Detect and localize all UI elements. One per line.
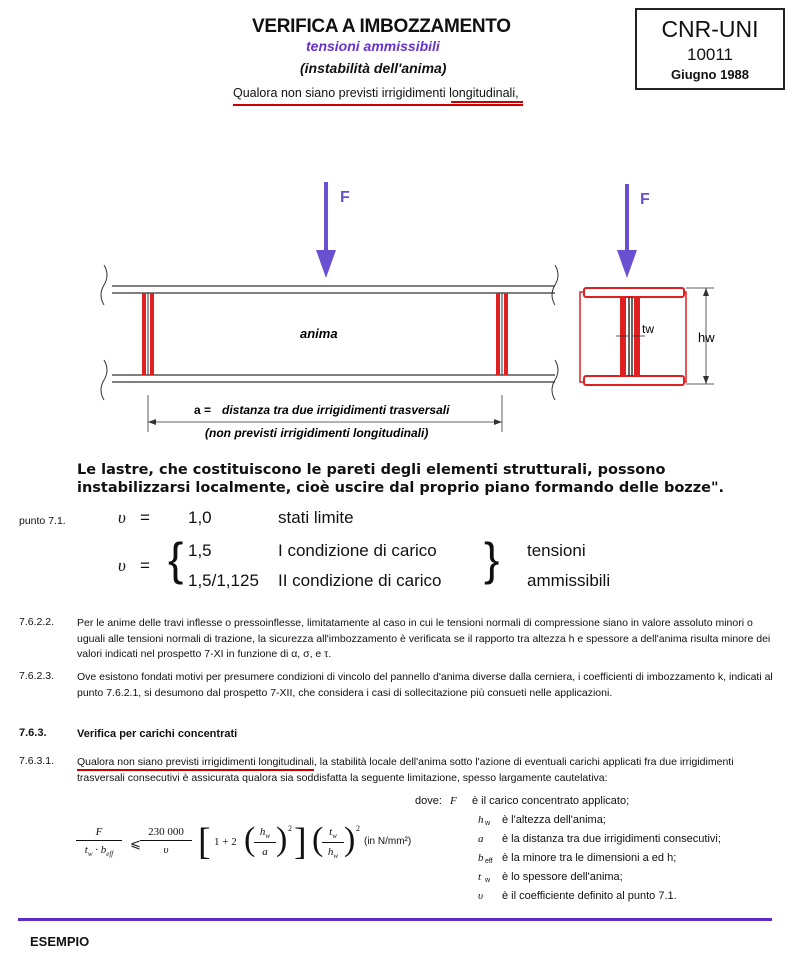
tw-label: tw <box>642 322 654 336</box>
def-text: è il coefficiente definito al punto 7.1. <box>502 890 677 902</box>
paren-close-icon: ) <box>276 821 288 858</box>
beam-diagram <box>0 170 788 460</box>
cond2-value: 1,5/1,125 <box>188 571 259 590</box>
def-symbol: a <box>478 833 484 845</box>
left-brace-icon: { <box>168 533 184 585</box>
intro-line-2: instabilizzarsi localmente, cioè uscire dal proprio piano formando delle bozze". <box>77 480 725 496</box>
right-brace-icon: } <box>484 533 500 585</box>
page-title: VERIFICA A IMBOZZAMENTO <box>252 16 511 37</box>
def-text: è la distanza tra due irrigidimenti consecutivi; <box>502 833 721 845</box>
section-num-7631: 7.6.3.1. <box>19 755 55 767</box>
standard-box <box>635 8 785 90</box>
paren-open-icon: ( <box>244 821 256 858</box>
nu-equals-2: = <box>140 556 150 575</box>
def-symbol: b <box>478 852 484 864</box>
def-text: è lo spessore dell'anima; <box>502 871 623 883</box>
force-arrow-icon-2 <box>617 184 637 278</box>
nu-right-1: tensioni <box>527 541 586 560</box>
cond2-text: II condizione di carico <box>278 571 442 590</box>
formula-tw-2: t <box>329 826 333 838</box>
formula-exp-2: 2 <box>356 824 360 833</box>
formula-a: a <box>254 842 276 858</box>
page-subtitle-2: (instabilità dell'anima) <box>300 60 447 76</box>
def-text: è il carico concentrato applicato; <box>472 795 630 807</box>
formula-one-plus-two: 1 + 2 <box>214 836 237 848</box>
section-7631-rest: , la stabilità locale dell'anima sotto l'azione di eventuali carichi applicati fra due irrigidimenti trasversali consecutivi è assicurata qualora sia soddisfatta la seguente limitazione, spesso largamente cautelativa: <box>77 756 734 784</box>
definition-item <box>450 795 780 814</box>
intro-paragraph <box>77 461 724 497</box>
formula-dot: · <box>95 844 98 856</box>
nu-limit-text: stati limite <box>278 508 354 527</box>
definition-item <box>450 852 780 871</box>
web-label: anima <box>300 326 338 341</box>
formula-exp-1: 2 <box>288 824 292 833</box>
section-7631-underlined: Qualora non siano previsti irrigidimenti longitudinali <box>77 756 314 771</box>
definition-item <box>450 833 780 852</box>
nu-symbol-2: υ <box>118 556 126 575</box>
formula-tw-2-sub: w <box>332 832 337 841</box>
nu-limit-value: 1,0 <box>188 508 212 527</box>
def-symbol: h <box>478 814 484 826</box>
formula-leq: ⩽ <box>130 836 141 851</box>
formula-tw: t <box>84 844 88 856</box>
bracket-open-icon: [ <box>198 821 211 863</box>
formula <box>74 821 454 876</box>
def-subscript: w <box>485 877 491 884</box>
condition-note: Qualora non siano previsti irrigidimenti longitudinali, <box>233 86 519 100</box>
section-text-7623: Ove esistono fondati motivi per presumere condizioni di vincolo del pannello d'anima diverse dalla cerniera, i coefficienti di imbozzamento k, indicati al punto 7.6.2.1, si desumono dal prospetto 7-XII, che considera i casi di sollecitazione più consueti nelle applicazioni. <box>77 671 773 699</box>
formula-nu: υ <box>140 840 192 856</box>
section-text-7631 <box>77 755 777 786</box>
paren-open-icon-2: ( <box>312 821 324 858</box>
formula-hw: h <box>259 826 266 838</box>
formula-b: b <box>100 844 107 856</box>
def-text: è la minore tra le dimensioni a ed h; <box>502 852 677 864</box>
section-num-7623: 7.6.2.3. <box>19 670 55 682</box>
formula-unit: (in N/mm²) <box>364 836 412 847</box>
section-num-763: 7.6.3. <box>19 727 47 739</box>
divider <box>18 918 772 921</box>
standard-number: 10011 <box>686 45 733 64</box>
standard-name: CNR-UNI <box>661 16 759 42</box>
formula-hw-2: h <box>327 846 334 859</box>
def-subscript: w <box>485 820 491 827</box>
def-symbol: υ <box>478 890 484 902</box>
punto-ref: punto 7.1. <box>19 515 66 527</box>
cond1-value: 1,5 <box>188 541 212 560</box>
definition-item <box>450 890 780 909</box>
condition-underline-2 <box>451 101 523 103</box>
nu-equals: = <box>140 508 150 527</box>
formula-b-sub: eff <box>106 850 114 859</box>
intro-line-1: Le lastre, che costituiscono le pareti degli elementi strutturali, possono <box>77 462 666 478</box>
formula-hw-2-sub: w <box>333 852 339 861</box>
def-symbol: t <box>478 871 482 883</box>
a-description: distanza tra due irrigidimenti trasversali <box>222 403 450 417</box>
definition-item <box>450 814 780 833</box>
cross-section <box>580 288 714 385</box>
formula-F: F <box>95 826 103 838</box>
page-subtitle: tensioni ammissibili <box>306 38 440 54</box>
nu-right-2: ammissibili <box>527 571 611 590</box>
bracket-close-icon: ] <box>294 821 307 863</box>
definition-item <box>450 871 780 890</box>
force-arrow-icon <box>316 182 336 278</box>
cond1-text: I condizione di carico <box>278 541 437 560</box>
paren-close-icon-2: ) <box>344 821 356 858</box>
formula-hw-sub: w <box>265 832 271 841</box>
section-num-7622: 7.6.2.2. <box>19 616 55 628</box>
formula-tw-sub: w <box>87 850 93 859</box>
def-text: è l'altezza dell'anima; <box>502 814 606 826</box>
force-label: F <box>340 189 350 206</box>
def-subscript: eff <box>485 858 493 865</box>
example-heading: ESEMPIO <box>30 934 90 949</box>
def-symbol: F <box>450 795 457 807</box>
section-title-763: Verifica per carichi concentrati <box>77 728 238 740</box>
hw-label: hw <box>698 330 715 345</box>
a-label: a = <box>194 403 212 417</box>
section-text-7622: Per le anime delle travi inflesse o pressoinflesse, limitatamente al caso in cui le tensioni normali di compressione siano in valore assoluto minori o uguali alle tensioni normali di trazione, la sicurezza all'imbozzamento è verificata se il rapporto tra altezza h e spessore a dell'anima risulta minore dei valori indicati nel prospetto 7-XI in funzione di α, σ, e τ. <box>77 617 771 660</box>
standard-date: Giugno 1988 <box>670 67 750 82</box>
a-note: (non previsti irrigidimenti longitudinali) <box>205 426 429 440</box>
nu-symbol: υ <box>118 508 126 527</box>
definitions-list <box>450 795 780 909</box>
dove-label: dove: <box>415 795 442 807</box>
formula-value: 230 000 <box>148 826 184 838</box>
force-label-2: F <box>640 191 650 208</box>
condition-underline <box>233 104 523 106</box>
